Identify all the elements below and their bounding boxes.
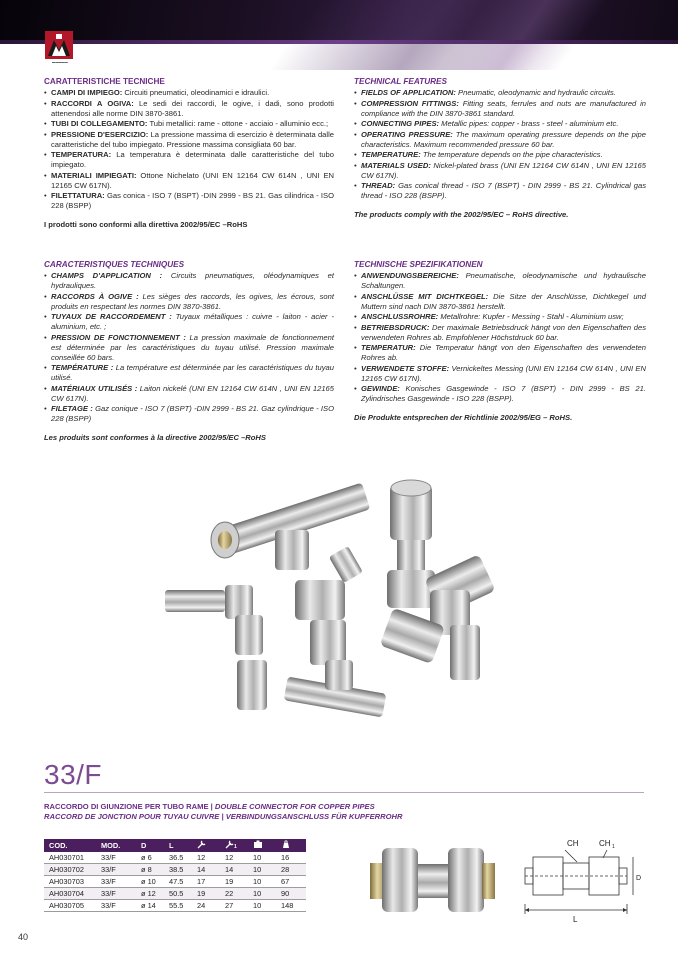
product-group-photo bbox=[165, 470, 510, 735]
cell-diameter: ø 6 bbox=[136, 852, 164, 864]
cell-weight: 16 bbox=[276, 852, 306, 864]
feature-item: • CAMPI DI IMPIEGO: Circuiti pneumatici, oleodinamici e idraulici. bbox=[44, 88, 334, 98]
label-ch: CH bbox=[567, 839, 579, 848]
section-italian bbox=[44, 77, 334, 230]
cell-code: AH030703 bbox=[44, 876, 96, 888]
svg-text:1: 1 bbox=[234, 844, 237, 850]
feature-item: • MATERIALS USED: Nickel-plated brass (UNI EN 12164 CW 614N , UNI EN 12165 CW 617N). bbox=[354, 161, 646, 181]
feature-item: • CONNECTING PIPES: Metallic pipes: copper - brass - steel - aluminium etc. bbox=[354, 119, 646, 129]
cell-code: AH030701 bbox=[44, 852, 96, 864]
cell-ch1: 14 bbox=[220, 864, 248, 876]
table-row bbox=[44, 852, 306, 864]
section-french bbox=[44, 260, 334, 443]
feature-item: • OPERATING PRESSURE: The maximum operating pressure depends on the pipe characteristics. Maximum recommended pressure 60 bar. bbox=[354, 130, 646, 150]
feature-item: • TEMPERATUR: Die Temperatur hängt von den Eigenschaften des verwendeten Rohres ab. bbox=[354, 343, 646, 363]
cell-diameter: ø 12 bbox=[136, 888, 164, 900]
feature-item: • MATÉRIAUX UTILISÉS : Laiton nickelé (UNI EN 12164 CW 614N , UNI EN 12165 CW 617N). bbox=[44, 384, 334, 404]
feature-item: • CHAMPS D'APPLICATION : Circuits pneumatiques, oléodynamiques et hydrauliques. bbox=[44, 271, 334, 291]
feature-item: • PRESSION DE FONCTIONNEMENT : La pression maximale de fonctionnement est déterminée par les caractéristiques du tuyau utilisé. Pression maximale conseillée 60 bars. bbox=[44, 333, 334, 363]
feature-item: • ANWENDUNGSBEREICHE: Pneumatische, oleodynamische und hydraulische Schaltungen. bbox=[354, 271, 646, 291]
feature-item: • RACCORDI A OGIVA: Le sedi dei raccordi, le ogive, i dadi, sono prodotti attenendosi alle norme DIN 3870-3861. bbox=[44, 99, 334, 119]
cell-diameter: ø 10 bbox=[136, 876, 164, 888]
compliance-note: I prodotti sono conformi alla direttiva 2002/95/EC –RoHS bbox=[44, 220, 248, 229]
table-header-row bbox=[44, 839, 306, 852]
wrench-1-icon bbox=[225, 840, 237, 849]
section-title: TECHNISCHE SPEZIFIKATIONEN bbox=[354, 260, 483, 269]
spec-table bbox=[44, 839, 306, 912]
compliance-note: Die Produkte entsprechen der Richtlinie 2002/95/EG – RoHS. bbox=[354, 413, 573, 422]
cell-length: 55.5 bbox=[164, 900, 192, 912]
cell-model: 33/F bbox=[96, 864, 136, 876]
feature-list bbox=[354, 88, 646, 201]
cell-code: AH030702 bbox=[44, 864, 96, 876]
section-title: TECHNICAL FEATURES bbox=[354, 77, 447, 86]
label-d: D bbox=[636, 875, 642, 882]
col-header-wrench-1 bbox=[220, 839, 248, 852]
label-ch1-subscript: 1 bbox=[612, 844, 615, 850]
banner-glow-line bbox=[0, 40, 678, 44]
col-header-model: MOD. bbox=[96, 839, 136, 852]
col-header-code: COD. bbox=[44, 839, 96, 852]
cell-weight: 90 bbox=[276, 888, 306, 900]
feature-item: • BETRIEBSDRUCK: Der maximale Betriebsdruck hängt von den Eigenschaften des verwendeten Rohres ab. Empfohlener Höchstdruck 60 bar. bbox=[354, 323, 646, 343]
section-german bbox=[354, 260, 646, 423]
table-row bbox=[44, 876, 306, 888]
cell-model: 33/F bbox=[96, 852, 136, 864]
feature-list bbox=[44, 271, 334, 424]
package-box-icon bbox=[253, 840, 263, 849]
cell-ch1: 27 bbox=[220, 900, 248, 912]
cell-ch1: 12 bbox=[220, 852, 248, 864]
col-header-diameter: D bbox=[136, 839, 164, 852]
feature-item: • TUYAUX DE RACCORDEMENT : Tuyaux métalliques : cuivre - laiton - acier - aluminium, etc. ; bbox=[44, 312, 334, 332]
cell-model: 33/F bbox=[96, 876, 136, 888]
technical-drawing bbox=[525, 832, 640, 932]
feature-item: • FILETAGE : Gaz conique - ISO 7 (BSPT) -DIN 2999 - BS 21. Gaz cylindrique - ISO 228 (BSPP) bbox=[44, 404, 334, 424]
feature-item: • ANSCHLÜSSE MIT DICHTKEGEL: Die Sitze der Anschlüsse, Dichtkegel und Muttern sind nach DIN 3870-3861 herstellt. bbox=[354, 292, 646, 312]
feature-item: • COMPRESSION FITTINGS: Fitting seats, ferrules and nuts are manufactured in compliance with the DIN 3870-3861 standard. bbox=[354, 99, 646, 119]
cell-weight: 67 bbox=[276, 876, 306, 888]
cell-ch: 19 bbox=[192, 888, 220, 900]
fitting-photo bbox=[370, 838, 495, 923]
section-title: CARACTERISTIQUES TECHNIQUES bbox=[44, 260, 185, 269]
cell-length: 50.5 bbox=[164, 888, 192, 900]
divider bbox=[44, 792, 644, 793]
cell-weight: 148 bbox=[276, 900, 306, 912]
feature-item: • MATERIALI IMPIEGATI: Ottone Nichelato (UNI EN 12164 CW 614N , UNI EN 12165 CW 617N). bbox=[44, 171, 334, 191]
col-header-length: L bbox=[164, 839, 192, 852]
cell-ch: 17 bbox=[192, 876, 220, 888]
model-code: 33/F bbox=[44, 759, 103, 790]
cell-model: 33/F bbox=[96, 900, 136, 912]
cell-ch1: 22 bbox=[220, 888, 248, 900]
page-number: 40 bbox=[18, 932, 29, 942]
feature-item: • GEWINDE: Konisches Gasgewinde - ISO 7 (BSPT) - DIN 2999 - BS 21. Zylindrisches Gasgewinde - ISO 228 (BSPP). bbox=[354, 384, 646, 404]
cell-package: 10 bbox=[248, 876, 276, 888]
cell-model: 33/F bbox=[96, 888, 136, 900]
cell-ch: 12 bbox=[192, 852, 220, 864]
table-row bbox=[44, 888, 306, 900]
cell-length: 38.5 bbox=[164, 864, 192, 876]
section-title: CARATTERISTICHE TECNICHE bbox=[44, 77, 165, 86]
feature-item: • FILETTATURA: Gas conica - ISO 7 (BSPT) -DIN 2999 - BS 21. Gas cilindrica - ISO 228 (BSPP) bbox=[44, 191, 334, 211]
cell-length: 36.5 bbox=[164, 852, 192, 864]
description-line: RACCORD DE JONCTION POUR TUYAU CUIVRE | VERBINDUNGSANSCHLUSS FÜR KUPFERROHR bbox=[44, 812, 403, 821]
label-ch1: CH bbox=[599, 839, 611, 848]
cell-code: AH030704 bbox=[44, 888, 96, 900]
feature-list bbox=[44, 88, 334, 211]
brand-logo-icon bbox=[44, 30, 74, 60]
cell-weight: 28 bbox=[276, 864, 306, 876]
cell-code: AH030705 bbox=[44, 900, 96, 912]
cell-diameter: ø 14 bbox=[136, 900, 164, 912]
feature-item: • RACCORDS À OGIVE : Les sièges des raccords, les ogives, les écrous, sont produits en respectant les normes DIN 3870-3861. bbox=[44, 292, 334, 312]
feature-item: • ANSCHLUSSROHRE: Metallrohre: Kupfer - Messing - Stahl - Aluminium usw; bbox=[354, 312, 646, 322]
feature-item: • TEMPERATURE: The temperature depends on the pipe characteristics. bbox=[354, 150, 646, 160]
feature-item: • VERWENDETE STOFFE: Vernickeltes Messing (UNI EN 12164 CW 614N , UNI EN 12165 CW 617N). bbox=[354, 364, 646, 384]
cell-ch1: 19 bbox=[220, 876, 248, 888]
cell-diameter: ø 8 bbox=[136, 864, 164, 876]
label-l: L bbox=[573, 915, 578, 924]
feature-item: • TEMPÉRATURE : La température est déterminée par les caractéristiques du tuyau utilisé. bbox=[44, 363, 334, 383]
col-header-weight bbox=[276, 839, 306, 852]
feature-item: • THREAD: Gas conical thread - ISO 7 (BSPT) - DIN 2999 - BS 21. Cylindrical gas thread - ISO 228 (BSPP). bbox=[354, 181, 646, 201]
cell-ch: 14 bbox=[192, 864, 220, 876]
compliance-note: Les produits sont conformes à la directive 2002/95/EC –RoHS bbox=[44, 433, 266, 442]
col-header-package bbox=[248, 839, 276, 852]
wrench-icon bbox=[197, 840, 207, 849]
cell-package: 10 bbox=[248, 852, 276, 864]
header-banner bbox=[0, 0, 678, 44]
logo-caption: ▬▬▬▬▬ bbox=[52, 60, 68, 64]
feature-item: • FIELDS OF APPLICATION: Pneumatic, oleodynamic and hydraulic circuits. bbox=[354, 88, 646, 98]
weight-icon bbox=[281, 840, 291, 849]
product-description bbox=[44, 802, 403, 822]
cell-package: 10 bbox=[248, 888, 276, 900]
compliance-note: The products comply with the 2002/95/EC – RoHS directive. bbox=[354, 210, 569, 219]
description-line: RACCORDO DI GIUNZIONE PER TUBO RAME | DOUBLE CONNECTOR FOR COPPER PIPES bbox=[44, 802, 375, 811]
section-english bbox=[354, 77, 646, 220]
feature-list bbox=[354, 271, 646, 404]
col-header-wrench bbox=[192, 839, 220, 852]
cell-ch: 24 bbox=[192, 900, 220, 912]
table-row bbox=[44, 864, 306, 876]
cell-length: 47.5 bbox=[164, 876, 192, 888]
feature-item: • TEMPERATURA: La temperatura è determinata dalle caratteristiche del tubo impiegato. bbox=[44, 150, 334, 170]
cell-package: 10 bbox=[248, 864, 276, 876]
table-row bbox=[44, 900, 306, 912]
feature-item: • PRESSIONE D'ESERCIZIO: La pressione massima di esercizio è determinata dalle caratteristiche del tubo impiegato. Pressione massima consigliata 60 bar. bbox=[44, 130, 334, 150]
cell-package: 10 bbox=[248, 900, 276, 912]
feature-item: • TUBI DI COLLEGAMENTO: Tubi metallici: rame - ottone - acciaio - alluminio ecc.; bbox=[44, 119, 334, 129]
